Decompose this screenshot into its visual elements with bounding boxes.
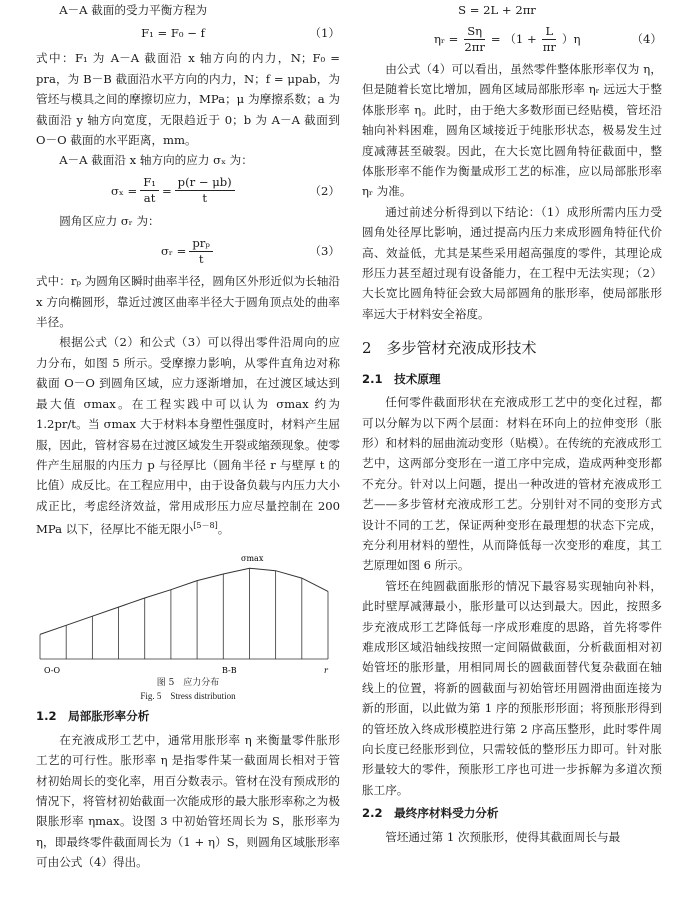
fraction [540, 24, 559, 55]
paragraph: 通过前述分析得到以下结论：（1）成形所需内压力受圆角处径厚比影响，通过提高内压力来成形圆角特征代价高、效益低，尤其是某些采用超高强度的零件，其理论成形压力甚至超过现有设备能力，在工程中无法实现；（2）大长宽比圆角特征会致大局部圆角的胀形率，使局部胀形率远大于材料安全裕度。 [362, 204, 662, 321]
axis-label-mid: B-B [222, 666, 237, 676]
denominator: t [198, 251, 204, 266]
numerator: p(r − μb) [175, 175, 235, 191]
axis-label-right: r [324, 666, 328, 676]
paragraph: 式中：rₚ 为圆角区瞬时曲率半径，圆角区外形近似为长轴沿 x 方向椭圆形，靠近过渡区曲率半径大于圆角顶点处的曲率半径。 [36, 274, 340, 330]
right-column [362, 0, 662, 847]
chapter-heading: 2 多步管材充液成形技术 [362, 339, 537, 358]
paragraph: 圆角区应力 σᵣ 为： [59, 213, 160, 228]
equation-number: （4） [631, 32, 662, 46]
figure-5 [36, 547, 340, 677]
equation-lhs: σᵣ = [161, 244, 187, 259]
denominator: πr [542, 39, 556, 54]
section-heading: 2.2 最终序材料受力分析 [362, 806, 499, 821]
paragraph-end: 。 [217, 521, 230, 536]
equation-number: （1） [309, 26, 340, 41]
numerator: L [542, 24, 556, 40]
denominator: t [202, 191, 208, 206]
stress-curve [40, 569, 328, 635]
paragraph: A－A 截面的受力平衡方程为 [59, 3, 208, 17]
equation-4 [362, 21, 662, 57]
figure-caption-cn: 图 5 应力分布 [156, 678, 220, 689]
fraction [140, 175, 159, 206]
denominator: 2πr [464, 39, 485, 54]
equation-text: S = 2L + 2πr [458, 3, 536, 17]
peak-label: σmax [241, 554, 264, 564]
fraction [461, 24, 488, 55]
paragraph-text: 根据公式（2）和公式（3）可以得出零件沿周向的应力分布，如图 5 所示。受摩擦力影响，从零件直角边对称截面 O－O 到圆角区域，应力逐渐增加，在过渡区域达到最大值 σmax。在工程实践中可以认为 σmax 约为 1.2pr/t。当 σmax 大于材料本身塑性强度时，材料产生屈服，因此，管材容易在过渡区域发生开裂或缩颈现象。使零件产生屈服的内压力 p 与径厚比（圆角半径 r 与壁厚 t 的比值）成反比。在工程应用中，由于设备负载与内压力大小成正比，考虑经济效益，常用成形压力应尽量控制在 200 MPa 以下，径厚比不能无限小 [36, 335, 340, 536]
equation-3 [36, 233, 340, 269]
numerator: F₁ [140, 175, 159, 191]
equation-tail: ）η [561, 31, 581, 46]
paragraph [36, 332, 340, 539]
paragraph: A－A 截面沿 x 轴方向的应力 σₓ 为： [59, 153, 253, 168]
paragraph: 管坯在纯圆截面胀形的情况下最容易实现轴向补料，此时壁厚减薄最小，胀形量可以达到最大。因此，按照多步充液成形工艺降低每一序成形难度的思路，首先将零件难成形区域沿轴线按照一定间隔做截面，分析截面相对初始管坯的胀形量，用相同周长的圆截面替代复杂截面在轴线上的位置，将新的圆截面与初始管坯用圆滑曲面连接为新的形面，以此做为第 1 序的预胀形形面；将预胀形得到的管坯放入终成形模腔进行第 2 序高压整形，此时零件周向长度已经胀形到位，只需较低的整形压力即可。针对胀形量较大的零件，预胀形工序也可进一步拆解为多道次预胀工序。 [362, 578, 662, 797]
paragraph: 式中：F₁ 为 A－A 截面沿 x 轴方向的内力，N；F₀ = pra，为 B－B 截面沿水平方向的内力，N；f = μpab，为管坯与模具之间的摩擦切应力，MPa；μ 为摩擦系数；a 为截面沿 y 轴方向宽度，无限趋近于 0；b 为 A－A 截面到 O－O 截面的水平距离，mm。 [36, 51, 340, 148]
section-heading: 2.1 技术原理 [362, 371, 441, 386]
equation-2 [36, 173, 340, 209]
paragraph: 在充液成形工艺中，通常用胀形率 η 来衡量零件胀形工艺的可行性。胀形率 η 是指零件某一截面周长相对于管材初始周长的变化率，用百分数表示。管材在没有预成形的情况下，将管材初始截面一次能成形的最大胀形率称之为极限胀形率 ηmax。设图 3 中初始管坯周长为 S，胀形率为 η，即最终零件截面周长为（1 + η）S，则圆角区域胀形率可由公式（4）得出。 [36, 732, 340, 870]
equation-s [362, 0, 662, 22]
equation-text: F₁ = F₀ − f [141, 26, 205, 41]
equation-number: （2） [309, 183, 340, 198]
paragraph: 管坯通过第 1 次预胀形，使得其截面周长与最 [385, 829, 621, 844]
stress-distribution-diagram [36, 547, 340, 677]
fraction [175, 175, 235, 206]
numerator: prₚ [189, 236, 213, 252]
section-heading: 1.2 局部胀形率分析 [36, 709, 150, 724]
equation-1 [36, 23, 340, 45]
equals-sign: = （1 + [490, 31, 537, 46]
left-column [36, 0, 340, 873]
equals-sign: = [161, 183, 172, 198]
paragraph: 由公式（4）可以看出，虽然零件整体胀形率仅为 η，但是随着长宽比增加，圆角区域局部胀形率 ηᵣ 远远大于整体胀形率 η。此时，由于绝大多数形面已经贴模，管坯沿轴向补料困难，圆角区域接近于纯胀形状态，极易发生过度减薄甚至破裂。因此，在大长宽比圆角特征截面中，整体胀形率不能作为衡量成形工艺的标准，应以局部胀形率 ηᵣ 为准。 [362, 62, 662, 199]
numerator: Sη [464, 24, 485, 40]
figure-caption-en: Fig. 5 Stress distribution [140, 691, 236, 702]
denominator: at [143, 191, 156, 206]
axis-label-left: O-O [44, 666, 61, 676]
equation-lhs: σₓ = [111, 183, 138, 198]
equation-lhs: ηᵣ = [434, 31, 459, 46]
citation: [5－8] [193, 521, 218, 531]
equation-number: （3） [309, 244, 340, 259]
paragraph: 任何零件截面形状在充液成形工艺中的变化过程，都可以分解为以下两个层面：材料在环向上的拉伸变形（胀形）和材料的屈曲流动变形（贴模）。在传统的充液成形工艺中，这两部分变形在一道工序中完成，造成两种变形都不充分。针对以上问题，提出一种改进的管材充液成形工艺——多步管材充液成形工艺。分别针对不同的变形方式设计不同的工艺，保证两种变形在最理想的状态下完成，充分利用材料的塑性，从而降低每一次变形的难度，其工艺原理如图 6 所示。 [362, 395, 662, 573]
fraction [189, 236, 213, 267]
